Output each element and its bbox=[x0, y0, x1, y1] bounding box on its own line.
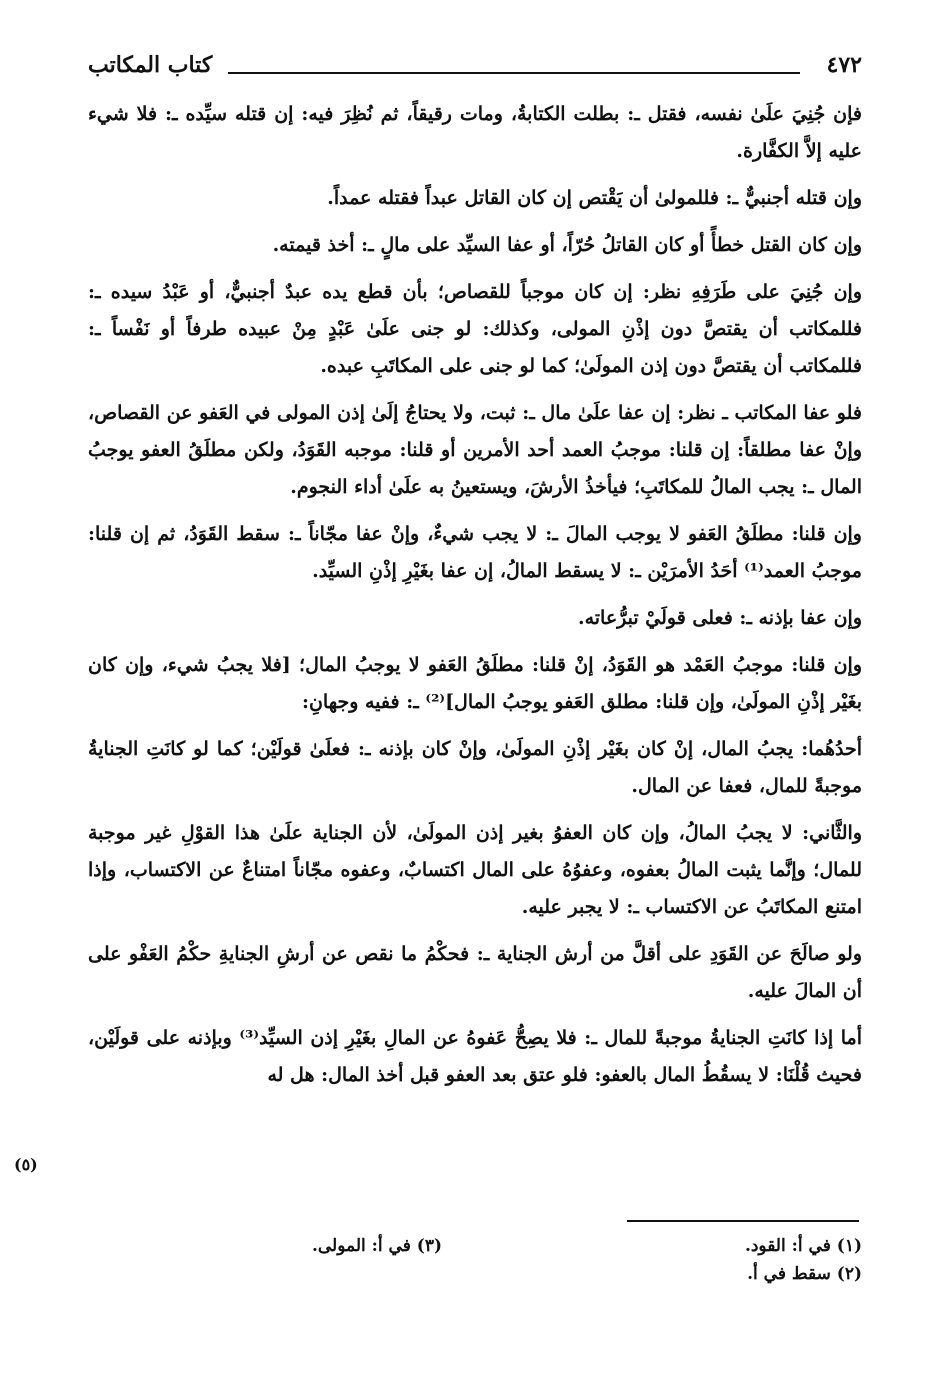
footnote-1: (١) في أ: القود. bbox=[744, 1236, 862, 1256]
paragraph: أما إذا كانَتِ الجنايةُ موجبةً للمال ـ: فلا يصِحُّ عَفوهُ عن المالِ بغَيْرِ إذن السيِّد⁽³⁾ وبإذنه على قولَيْن، فحيث قُلْنَا: لا يسقُطُ المال بالعفو: فلو عتق بعد العفو قبل أخذ المال: هل له bbox=[88, 1027, 863, 1086]
paragraph: وإن كان القتل خطأً أو كان القاتلُ حُرّاً، أو عفا السيِّد على مالٍ ـ: أخذ قيمته. bbox=[272, 234, 862, 256]
footnote-3: (٣) في أ: المولى. bbox=[311, 1236, 442, 1256]
page-number: ٤٧٢ bbox=[826, 52, 862, 78]
footnote-row bbox=[88, 1232, 862, 1260]
paragraph: ولو صالَحَ عن القَوَدِ على أقلَّ من أرش الجناية ـ: فحكْمُ ما نقص عن أرشِ الجنايةِ حكْمُ العَفْو على أن المالَ عليه. bbox=[88, 943, 862, 1002]
paragraph: فإن جُنِيَ علَىٰ نفسه، فقتل ـ: بطلت الكتابةُ، ومات رقيقاً، ثم نُظِرَ فيه: إن قتله سيِّده ـ: فلا شيء عليه إلاَّ الكفَّارة. bbox=[88, 103, 862, 162]
main-text bbox=[88, 96, 862, 1104]
header-rule bbox=[228, 72, 800, 74]
footnote-rule bbox=[627, 1220, 859, 1222]
paragraph: وإن جُنِيَ على طَرَفِهِ نظر: إن كان موجباً للقصاص؛ بأن قطع يده عبدٌ أجنبيٌّ، أو عَبْدُ سيده ـ: فللمكاتب أن يقتصَّ دون إذْنِ المولى، وكذلك: لو جنى علَىٰ عَبْدٍ مِنْ عبيده طرفاً أو نَفْساً ـ: فللمكاتب أن يقتصَّ دون إذن المولَىٰ؛ كما لو جنى على المكاتَبِ عبده. bbox=[88, 281, 862, 377]
paragraph: وإن قلنا: موجبُ العَمْد هو القَوَدُ، إنْ قلنا: مطلَقُ العَفو لا يوجبُ المال؛ [فلا يجبُ شيء، وإن كان بغَيْر إذْنِ المولَىٰ، وإن قلنا: مطلق العَفو يوجبُ المال]⁽²⁾ ـ: ففيه وجهانِ: bbox=[88, 654, 862, 713]
paragraph: وإن قتله أجنبيٌّ ـ: فللمولىٰ أن يَقْتص إن كان القاتل عبداً فقتله عمداً. bbox=[327, 187, 862, 209]
margin-note: (٥) bbox=[14, 1155, 38, 1174]
page-header bbox=[88, 52, 862, 86]
paragraph: وإن عفا بإذنه ـ: فعلى قولَيْ تبرُّعاته. bbox=[577, 607, 862, 629]
paragraph: والثَّاني: لا يجبُ المالُ، وإن كان العفوُ بغير إذن المولَىٰ، لأن الجناية علَىٰ هذا القوْلِ غير موجبة للمال؛ وإنَّما يثبت المالُ بعفوه، وعفوُهُ على المال اكتسابٌ، وعفوه مجّاناً امتناعٌ عن الاكتساب، وإذا امتنع المكاتَبُ عن الاكتساب ـ: لا يجبر عليه. bbox=[88, 822, 862, 918]
paragraph: وإن قلنا: مطلَقُ العَفو لا يوجب المالَ ـ: لا يجب شيءٌ، وإنْ عفا مجّاناً ـ: سقط القَوَدُ، ثم إن قلنا: موجبُ العمد⁽¹⁾ أحَدُ الأمرَيْن ـ: لا يسقط المالُ، إن عفا بغَيْرِ إذْنِ السيِّد. bbox=[88, 523, 862, 582]
footnotes bbox=[88, 1232, 862, 1288]
paragraph: فلو عفا المكاتب ـ نظر: إن عفا علَىٰ مال ـ: ثبت، ولا يحتاجُ إلَىٰ إذن المولى في العَفو عن القصاص، وإنْ عفا مطلقاً: إن قلنا: موجبُ العمد أحد الأمرين أو قلنا: موجبه القَوَدُ، ولكن مطلَقُ العفو يوجبُ المال ـ: يجب المالُ للمكاتَبِ؛ فيأخذُ الأرشَ، ويستعينُ به علَىٰ أداء النجوم. bbox=[88, 402, 862, 498]
paragraph: أحدُهُما: يجبُ المال، إنْ كان بغَيْر إذْنِ المولَىٰ، وإنْ كان بإذنه ـ: فعلَىٰ قولَيْن؛ كما لو كانَتِ الجنايةُ موجبةً للمال، فعفا عن المال. bbox=[88, 738, 862, 797]
running-title: كتاب المكاتب bbox=[88, 52, 213, 78]
footnote-2: (٢) سقط في أ. bbox=[747, 1264, 862, 1284]
footnote-row bbox=[88, 1260, 862, 1288]
